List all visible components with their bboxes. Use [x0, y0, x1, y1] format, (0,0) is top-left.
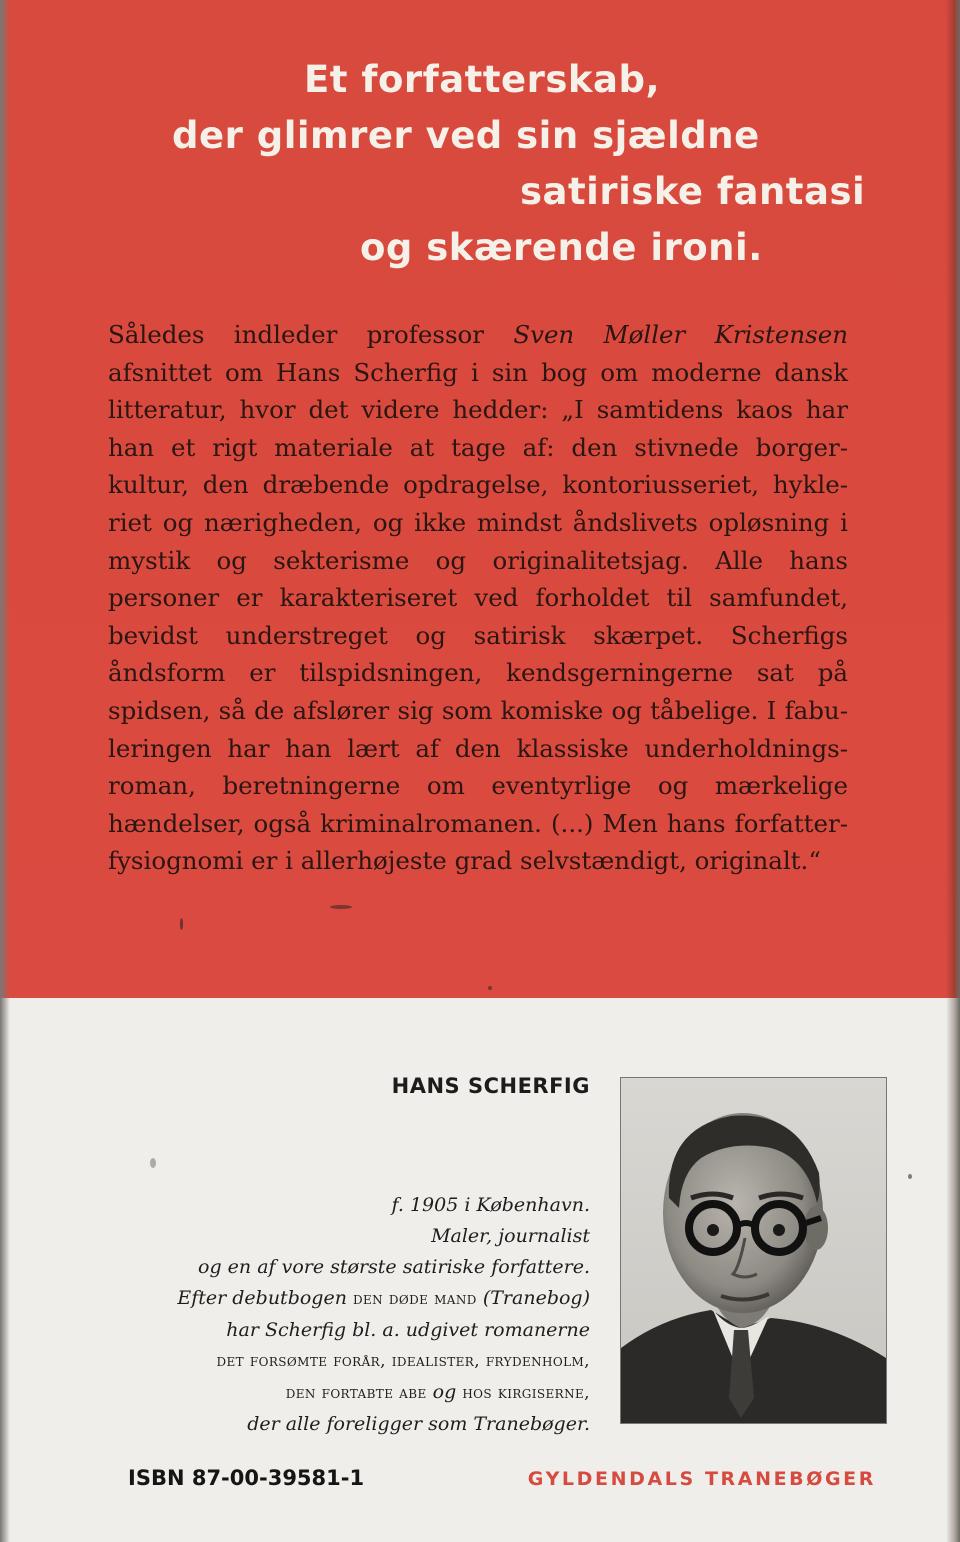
author-bio — [70, 1190, 590, 1440]
blurb-line: spidsen, så de afslører sig som komiske og tåbelige. I fabu- — [108, 695, 848, 725]
bio-line: og en af vore største satiriske forfattere. — [198, 1256, 590, 1278]
blurb-line: hændelser, også kriminalromanen. (...) Men hans forfatter- — [108, 808, 848, 838]
bio-text: og — [426, 1381, 463, 1403]
bio-line: Maler, journalist — [431, 1225, 590, 1247]
blurb-line: afsnittet om Hans Scherfig i sin bog om moderne dansk — [108, 357, 848, 387]
blurb-line: han et rigt materiale at tage af: den stivnede borger- — [108, 432, 848, 462]
bio-text: (Tranebog) — [476, 1287, 590, 1309]
tagline-line-3: satiriske fantasi — [520, 170, 866, 213]
blurb-line: bevidst understreget og satirisk skærpet. Scherfigs — [108, 620, 848, 650]
author-portrait-photo — [620, 1077, 887, 1424]
paper-speck — [150, 1158, 156, 1168]
book-title: den døde mand — [352, 1289, 477, 1309]
blurb-line: åndsform er tilspidsningen, kendsgerningerne sat på — [108, 658, 848, 688]
blurb-quote — [108, 316, 848, 880]
blurb-line: mystik og sekterisme og originalitetsjag. Alle hans — [108, 545, 848, 575]
book-titles-line: det forsømte forår, idealister, frydenholm, — [216, 1351, 590, 1371]
paper-speck — [180, 918, 183, 930]
bio-text: Efter debutbogen — [177, 1287, 353, 1309]
bio-line: f. 1905 i København. — [391, 1194, 590, 1216]
blurb-text: Således indleder professor — [108, 320, 514, 349]
blurb-line: roman, beretningerne om eventyrlige og mærkelige — [108, 771, 848, 801]
book-title: den fortabte abe — [285, 1383, 427, 1403]
blurb-line: personer er karakteriseret ved forholdet til samfundet, — [108, 583, 848, 613]
paper-speck — [908, 1174, 912, 1179]
blurb-line: riet og nærigheden, og ikke mindst åndslivets opløsning i — [108, 507, 848, 537]
isbn: ISBN 87-00-39581-1 — [128, 1466, 365, 1490]
cover-right-edge — [946, 0, 960, 1542]
blurb-line: leringen har han lært af den klassiske underholdnings- — [108, 733, 848, 763]
paper-speck — [488, 986, 492, 990]
publisher-name: GYLDENDALS TRANEBØGER — [527, 1468, 876, 1490]
tagline-line-4: og skærende ironi. — [360, 226, 763, 269]
blurb-line: fysiognomi er i allerhøjeste grad selvstændigt, originalt.“ — [108, 846, 821, 876]
tagline-line-2: der glimrer ved sin sjældne — [172, 114, 760, 157]
bio-line — [70, 1283, 590, 1315]
paper-speck — [330, 905, 352, 909]
blurb-line: litteratur, hvor det videre hedder: „I samtidens kaos har — [108, 395, 848, 425]
bio-line — [70, 1377, 590, 1409]
author-name: HANS SCHERFIG — [391, 1074, 590, 1098]
blurb-line: kultur, den dræbende opdragelse, kontoriusseriet, hykle- — [108, 470, 848, 500]
professor-name: Sven Møller Kristensen — [513, 320, 848, 349]
book-title: hos kirgiserne, — [462, 1383, 590, 1403]
blurb-line — [108, 316, 848, 354]
tagline — [80, 52, 866, 276]
bio-line: der alle foreligger som Tranebøger. — [247, 1413, 590, 1435]
bio-line: har Scherfig bl. a. udgivet romanerne — [226, 1319, 590, 1341]
cover-left-edge — [0, 0, 10, 1542]
tagline-line-1: Et forfatterskab, — [304, 58, 661, 101]
portrait-illustration — [621, 1078, 886, 1423]
